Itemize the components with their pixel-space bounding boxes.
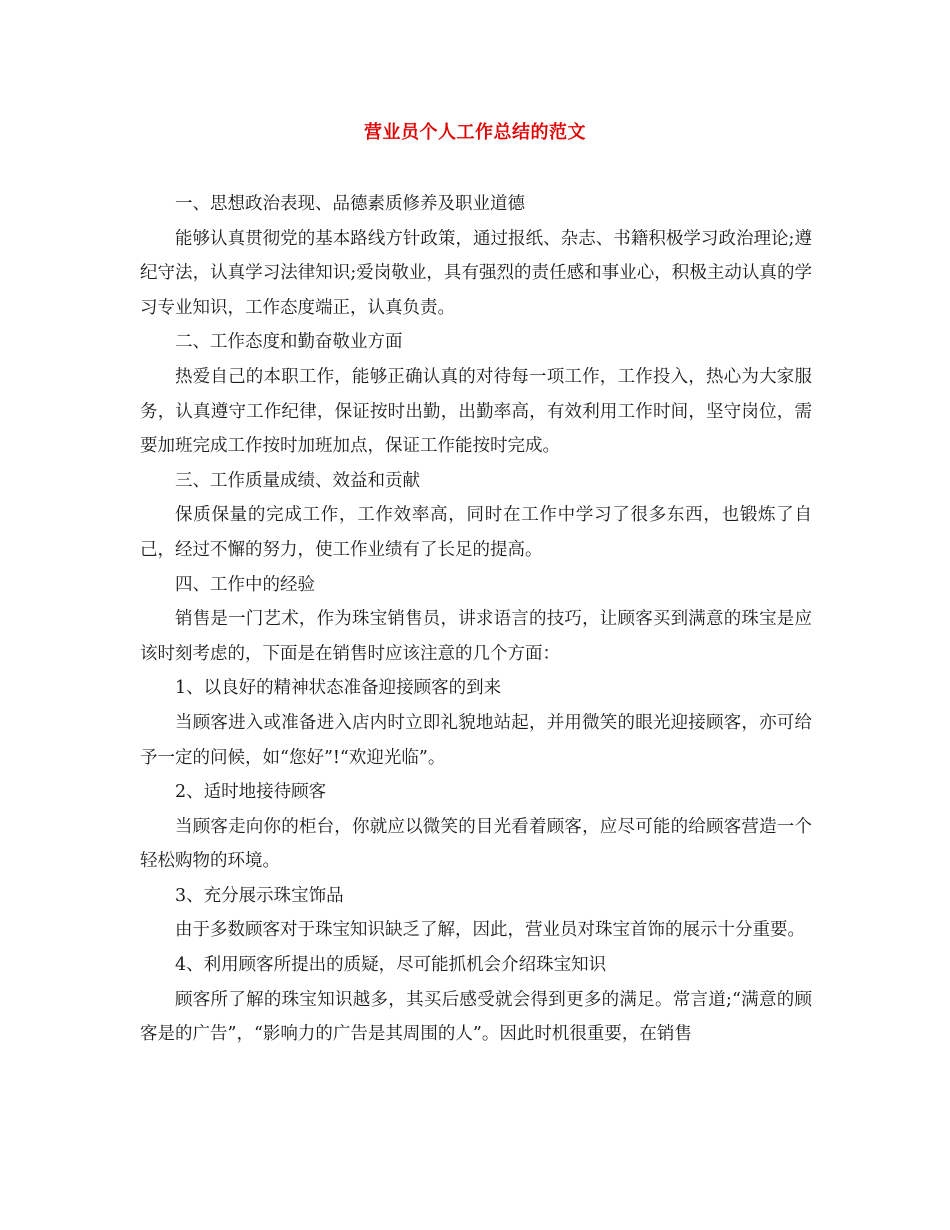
section-heading-4: 四、工作中的经验 [175, 574, 315, 595]
paragraph: 热爱自己的本职工作，能够正确认真的对待每一项工作，工作投入，热心为大家服务，认真遵守工作纪律，保证按时出勤，出勤率高，有效利用工作时间，坚守岗位，需要加班完成工作按时加班加点，保证工作能按时完成。 [140, 366, 812, 457]
paragraph: 销售是一门艺术，作为珠宝销售员，讲求语言的技巧，让顾客买到满意的珠宝是应该时刻考虑的，下面是在销售时应该注意的几个方面： [140, 609, 812, 664]
section-heading-1: 一、思想政治表现、品德素质修养及职业道德 [175, 194, 525, 214]
document-title: 营业员个人工作总结的范文 [364, 122, 586, 143]
paragraph: 由于多数顾客对于珠宝知识缺乏了解，因此，营业员对珠宝首饰的展示十分重要。 [175, 920, 805, 941]
document-body [140, 187, 812, 1052]
paragraph: 顾客所了解的珠宝知识越多，其买后感受就会得到更多的满足。常言道;“满意的顾客是的广告”，“影响力的广告是其周围的人”。因此时机很重要，在销售 [140, 989, 812, 1045]
subheading-3: 3、充分展示珠宝饰品 [175, 885, 344, 906]
paragraph: 当顾客走向你的柜台，你就应以微笑的目光看着顾客，应尽可能的给顾客营造一个轻松购物的环境。 [140, 816, 812, 872]
paragraph: 能够认真贯彻党的基本路线方针政策，通过报纸、杂志、书籍积极学习政治理论;遵纪守法，认真学习法律知识;爱岗敬业，具有强烈的责任感和事业心，积极主动认真的学习专业知识，工作态度端正，认真负责。 [140, 228, 812, 318]
paragraph: 当顾客进入或准备进入店内时立即礼貌地站起，并用微笑的眼光迎接顾客，亦可给予一定的问候，如“您好”!“欢迎光临”。 [140, 712, 812, 768]
section-heading-3: 三、工作质量成绩、效益和贡献 [175, 470, 420, 491]
subheading-4: 4、利用顾客所提出的质疑，尽可能抓机会介绍珠宝知识 [175, 955, 607, 976]
subheading-2: 2、适时地接待顾客 [175, 782, 327, 803]
section-heading-2: 二、工作态度和勤奋敬业方面 [175, 332, 403, 353]
paragraph: 保质保量的完成工作，工作效率高，同时在工作中学习了很多东西，也锻炼了自己，经过不懈的努力，使工作业绩有了长足的提高。 [140, 505, 812, 560]
subheading-1: 1、以良好的精神状态准备迎接顾客的到来 [175, 678, 502, 699]
